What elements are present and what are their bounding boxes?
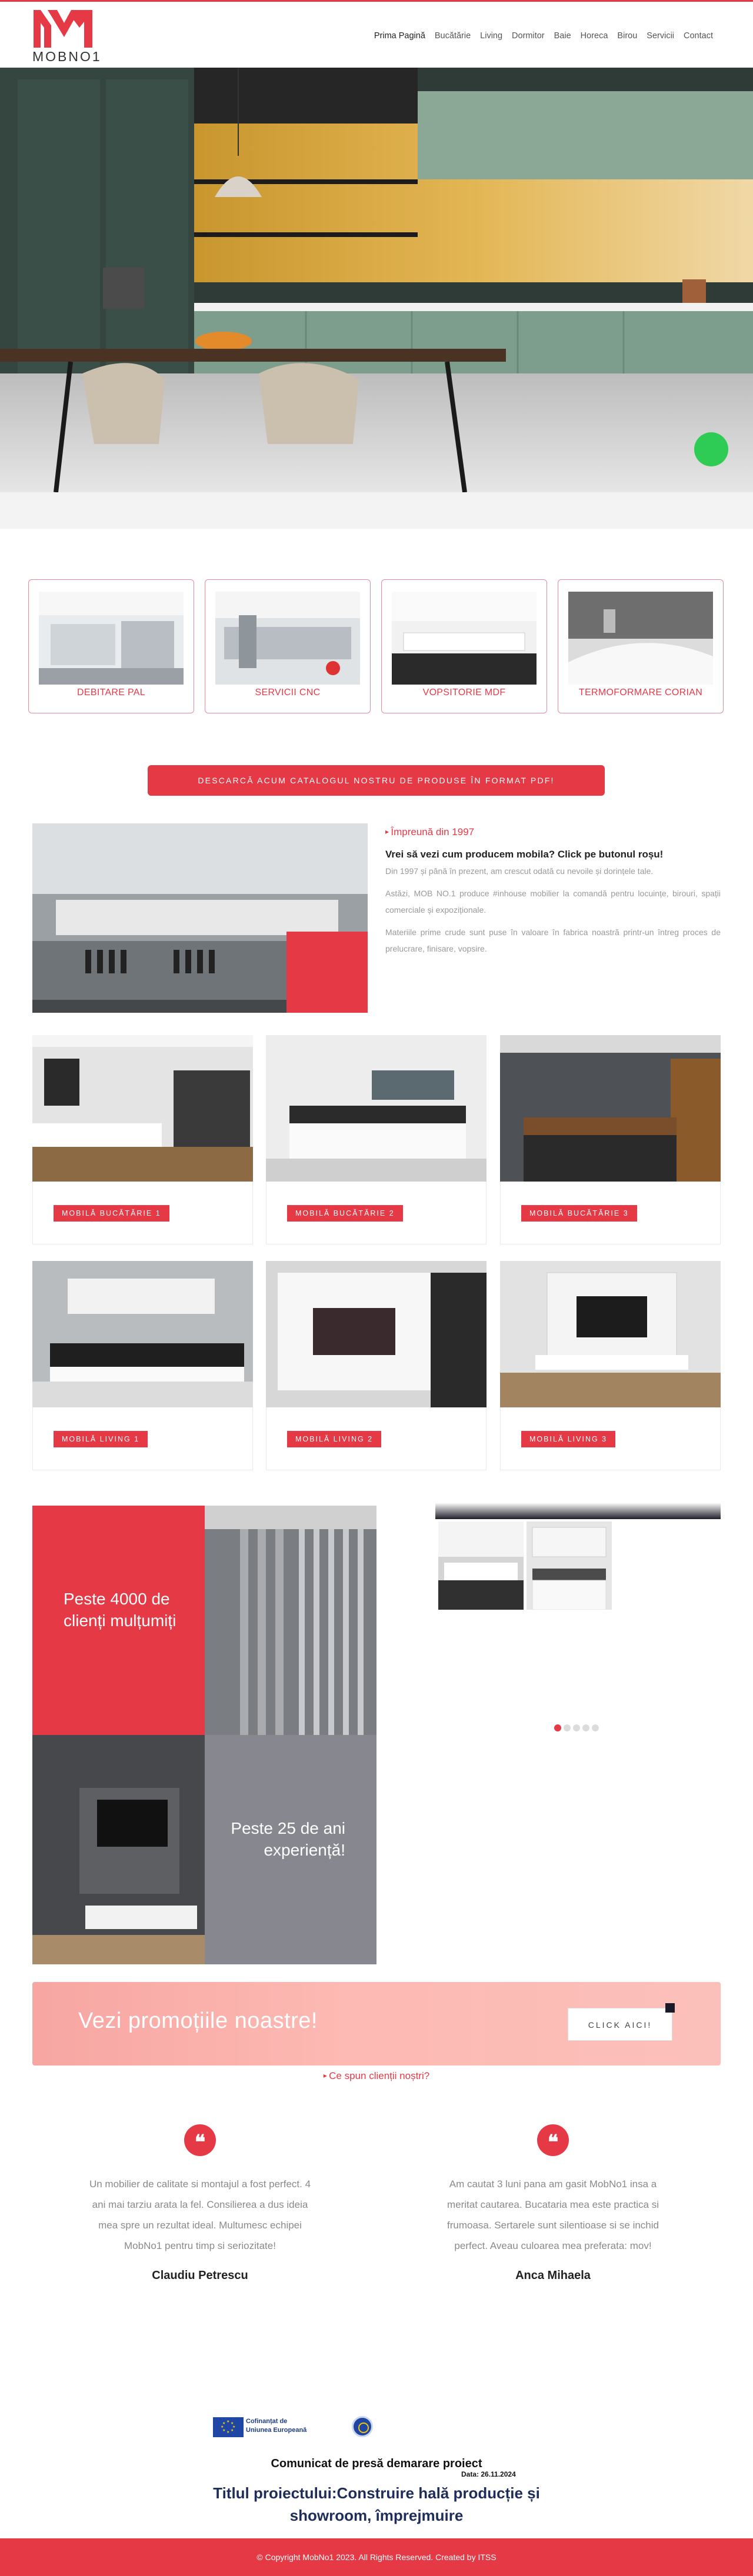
download-catalog-button[interactable]: DESCARCĂ ACUM CATALOGUL NOSTRU DE PRODUSE ÎN FORMAT PDF!: [148, 765, 605, 796]
stat-clients-text: Peste 4000 de clienți mulțumiți: [64, 1590, 176, 1630]
slider-slide-1[interactable]: [438, 1521, 524, 1610]
slider-dot-5[interactable]: [592, 1724, 599, 1731]
gallery-card-living-3[interactable]: [500, 1261, 721, 1470]
reviews-title: ▸ Ce spun clienții noștri?: [0, 2070, 753, 2082]
service-label: VOPSITORIE MDF: [422, 688, 506, 698]
nav-item-office[interactable]: Birou: [617, 31, 638, 41]
eu-flag-icon: ★ ★ ★ ★ ★ ★ ★ ★: [213, 2417, 244, 2437]
nav-item-living[interactable]: Living: [480, 31, 503, 41]
about-kicker: ▸ Împreună din 1997: [385, 826, 721, 838]
eu-line-2: Uniunea Europeană: [246, 2427, 307, 2434]
gallery-tag: MOBILĂ LIVING 3: [521, 1431, 615, 1447]
gallery-image: [500, 1261, 721, 1407]
eu-line-1: Cofinanțat de: [246, 2418, 288, 2425]
nav-item-kitchen[interactable]: Bucătărie: [434, 31, 471, 41]
gallery-card-living-1[interactable]: [32, 1261, 253, 1470]
site-header: [0, 2, 753, 68]
service-card-debitare[interactable]: [28, 579, 194, 713]
eu-cofunding-text: [246, 2417, 328, 2435]
slider-slide-2[interactable]: [527, 1521, 612, 1610]
promo-corner-square: [665, 2003, 675, 2013]
service-label: DEBITARE PAL: [77, 688, 145, 698]
gallery-tag: MOBILĂ BUCĂTĂRIE 3: [521, 1205, 637, 1222]
gallery-tag: MOBILĂ BUCĂTĂRIE 1: [54, 1205, 169, 1222]
project-title: Titlul proiectului:Construire hală producție și showroom, împrejmuire: [213, 2484, 540, 2524]
stat-experience-text: Peste 25 de ani experiență!: [231, 1819, 345, 1859]
slider-dot-1[interactable]: [554, 1724, 561, 1731]
slider-slide-1-graphic: [438, 1521, 524, 1610]
gallery-image: [32, 1035, 253, 1182]
gallery-card-kitchen-1[interactable]: [32, 1035, 253, 1244]
logo-text: MOBNO1: [32, 49, 102, 64]
image-slider[interactable]: [435, 1503, 721, 1612]
press-release-date: Data: 26.11.2024: [461, 2470, 516, 2478]
gallery-tag: MOBILĂ BUCĂTĂRIE 2: [287, 1205, 403, 1222]
promo-title: Vezi promoțiile noastre!: [78, 2008, 318, 2033]
review-author: Claudiu Petrescu: [152, 2269, 248, 2282]
service-thumb-cnc: [215, 592, 360, 685]
slider-dot-3[interactable]: [573, 1724, 580, 1731]
logo-mark-icon: [34, 10, 92, 48]
stat-image-curtains: [205, 1506, 376, 1735]
service-label: SERVICII CNC: [255, 688, 321, 698]
review-card-2: [421, 2124, 685, 2283]
gallery-card-kitchen-3[interactable]: [500, 1035, 721, 1244]
hero-image: [0, 68, 753, 492]
gallery-image: [266, 1035, 487, 1182]
main-nav: [369, 30, 718, 42]
slider-dot-2[interactable]: [564, 1724, 571, 1731]
review-text: Am cautat 3 luni pana am gasit MobNo1 insa a meritat cautarea. Bucataria mea este practica si frumoasa. Sertarele sunt silentioase si se inchid perfect. Aveau culoarea mea preferata: mov!: [447, 2178, 659, 2251]
gallery-image: [32, 1261, 253, 1407]
review-card-1: [68, 2124, 332, 2283]
slider-top-bar: [435, 1503, 721, 1519]
service-thumb-vopsitorie: [392, 592, 537, 685]
quote-icon: ❝: [537, 2124, 569, 2156]
gallery-tag: MOBILĂ LIVING 2: [287, 1431, 381, 1447]
hero-bottom-band: [0, 492, 753, 529]
review-text: Un mobilier de calitate si montajul a fost perfect. 4 ani mai tarziu arata la fel. Consilierea a dus ideia mea spre un rezultat ideal. Multumesc echipei MobNo1 pentru timp si seriozitate!: [89, 2178, 311, 2251]
promo-banner: [32, 1982, 721, 2066]
service-card-cnc[interactable]: [205, 579, 371, 713]
service-card-vopsitorie[interactable]: [381, 579, 547, 713]
stat-image-curtains-graphic: [205, 1506, 376, 1735]
nav-item-contact[interactable]: Contact: [684, 31, 713, 41]
about-section: [385, 826, 721, 963]
gallery-card-living-2[interactable]: [266, 1261, 487, 1470]
site-footer: © Copyright MobNo1 2023. All Rights Reserved. Created by ITSS: [0, 2538, 753, 2576]
nav-item-bedroom[interactable]: Dormitor: [512, 31, 545, 41]
quote-icon: ❝: [184, 2124, 216, 2156]
video-controls[interactable]: [32, 1000, 286, 1013]
review-author: Anca Mihaela: [515, 2269, 591, 2282]
service-thumb-corian: [568, 592, 713, 685]
about-paragraph-2: Astăzi, MOB NO.1 produce #inhouse mobilier la comandă pentru locuințe, birouri, spații comerciale și expoziționale.: [385, 889, 721, 915]
gallery-card-kitchen-2[interactable]: [266, 1035, 487, 1244]
stat-experience-tile: [205, 1735, 376, 1964]
about-paragraph-1: Din 1997 și până în prezent, am crescut odată cu nevoile și dorințele tale.: [385, 866, 654, 876]
government-seal-icon: [352, 2416, 373, 2437]
gallery-image: [500, 1035, 721, 1182]
gallery-tag: MOBILĂ LIVING 1: [54, 1431, 148, 1447]
hero-kitchen-illustration: [0, 68, 753, 492]
about-heading: Vrei să vezi cum producem mobila? Click pe butonul roșu!: [385, 849, 664, 860]
service-label: TERMOFORMARE CORIAN: [578, 688, 703, 698]
stat-image-tv-wall: [32, 1735, 205, 1964]
stat-clients-tile: [32, 1506, 205, 1735]
nav-item-services[interactable]: Servicii: [647, 31, 675, 41]
slider-dot-4[interactable]: [582, 1724, 589, 1731]
promo-click-button[interactable]: CLICK AICI!: [568, 2008, 672, 2041]
about-paragraph-3: Materiile prime crude sunt puse în valoare în fabrica noastră printr-un întreg proces de prelucrare, finisare, vopsire.: [385, 927, 721, 953]
service-thumb-debitare: [39, 592, 184, 685]
stat-image-tv-wall-graphic: [32, 1735, 205, 1964]
slider-dots: [554, 1724, 599, 1731]
logo[interactable]: [32, 10, 102, 64]
press-release-title[interactable]: Comunicat de presă demarare proiect: [271, 2457, 482, 2470]
nav-item-home[interactable]: Prima Pagină: [374, 31, 425, 41]
services-row: [28, 579, 725, 713]
slider-slide-2-graphic: [527, 1521, 612, 1610]
nav-item-horeca[interactable]: Horeca: [580, 31, 608, 41]
nav-item-bathroom[interactable]: Baie: [554, 31, 571, 41]
video-play-button[interactable]: [286, 932, 368, 1013]
gallery-image: [266, 1261, 487, 1407]
chat-widget-button[interactable]: [694, 432, 728, 466]
production-video[interactable]: [32, 823, 368, 1013]
service-card-corian[interactable]: [558, 579, 724, 713]
